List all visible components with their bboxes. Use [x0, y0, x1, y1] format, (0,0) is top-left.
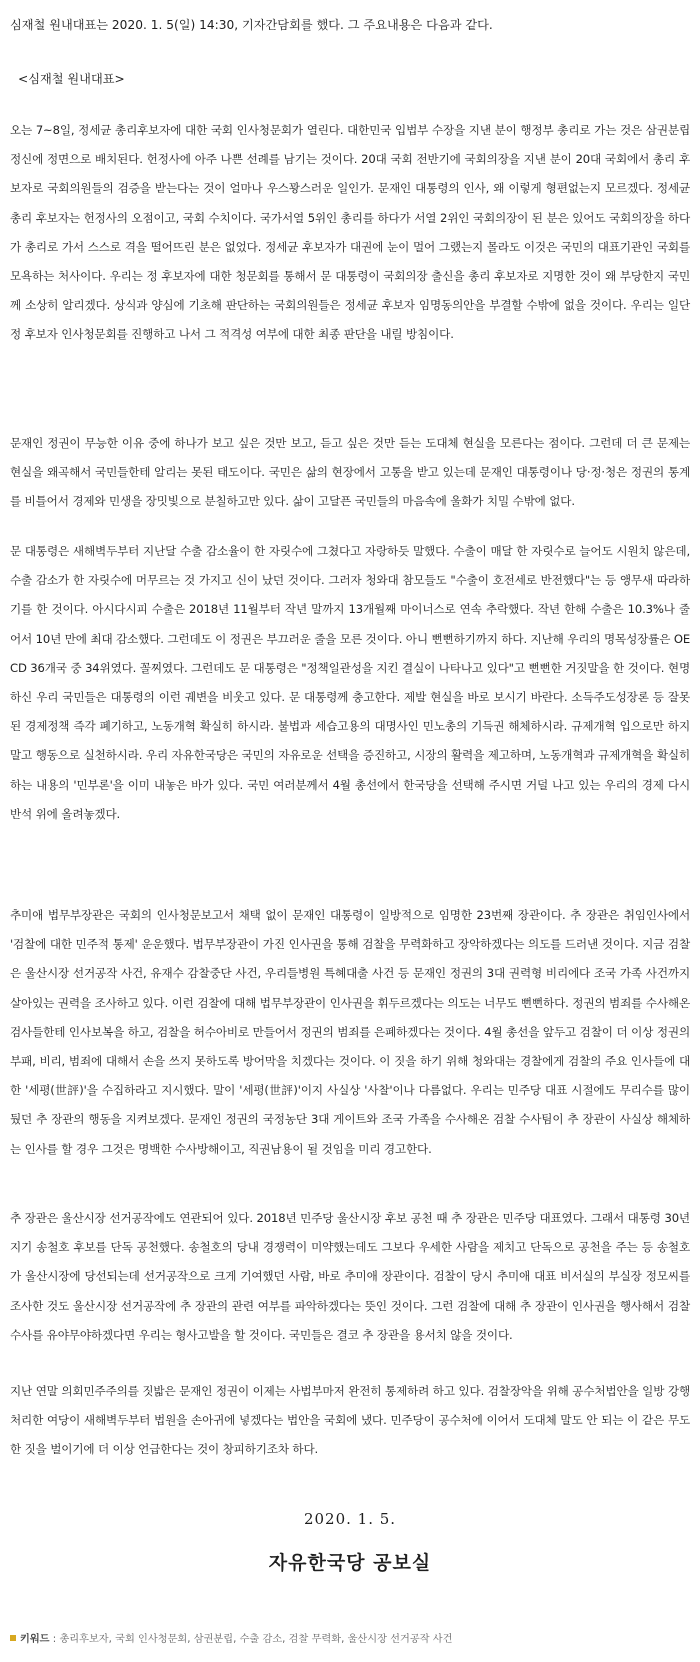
bullet-square-icon [10, 1635, 16, 1641]
keywords-line [10, 1630, 690, 1645]
paragraph-6: 지난 연말 의회민주주의를 짓밟은 문재인 정권이 이제는 사법부마저 완전히 통제하려 하고 있다. 검찰장악을 위해 공수처법안을 일방 강행처리한 여당이 새해벽두부터 법원을 손아귀에 넣겠다는 법안을 국회에 냈다. 민주당이 공수처에 이어서 도대체 말도 안 되는 이 같은 무도한 짓을 벌이기에 더 이상 언급한다는 것이 창피하기조차 하다. [10, 1384, 690, 1457]
keywords-text: : 총리후보자, 국회 인사청문회, 삼권분립, 수출 감소, 검찰 무력화, 울산시장 선거공작 사건 [49, 1634, 453, 1645]
organization-name: 자유한국당 공보실 [268, 1552, 432, 1574]
keywords-label: 키워드 [20, 1634, 50, 1645]
paragraph-3: 문 대통령은 새해벽두부터 지난달 수출 감소율이 한 자릿수에 그쳤다고 자랑하듯 말했다. 수출이 매달 한 자릿수로 늘어도 시원치 않은데, 수출 감소가 한 자릿수에 머무르는 것 가지고 신이 났던 것이다. 그러자 청와대 참모들도 "수출이 호전세로 반전했다"는 등 앵무새 따라하기를 한 것이다. 아시다시피 수출은 2018년 11월부터 작년 말까지 13개월째 마이너스로 연속 추락했다. 작년 한해 수출은 10.3%나 줄어서 10년 만에 최대 감소했다. 그런데도 이 정권은 부끄러운 줄을 모른 것이다. 아니 뻔뻔하기까지 하다. 지난해 우리의 명목성장률은 OECD 36개국 중 34위였다. 꼴찌였다. 그런데도 문 대통령은 "정책일관성을 지킨 결실이 나타나고 있다"고 뻔뻔한 거짓말을 한 것이다. 현명하신 우리 국민들은 대통령의 이런 궤변을 비웃고 있다. 문 대통령께 충고한다. 제발 현실을 바로 보시기 바란다. 소득주도성장론 등 잘못된 경제정책 즉각 폐기하고, 노동개혁 확실히 하시라. 불법과 세습고용의 대명사인 민노총의 기득권 해체하시라. 규제개혁 입으로만 하지 말고 행동으로 실천하시라. 우리 자유한국당은 국민의 자유로운 선택을 증진하고, 시장의 활력을 제고하며, 노동개혁과 규제개혁을 확실히 하는 내용의 '민부론'을 이미 내놓은 바가 있다. 국민 여러분께서 4월 총선에서 한국당을 선택해 주시면 거덜 나고 있는 우리의 경제 다시 반석 위에 올려놓겠다. [10, 544, 690, 821]
speaker-heading: <심재철 원내대표> [18, 72, 125, 86]
intro-line: 심재철 원내대표는 2020. 1. 5(일) 14:30, 기자간담회를 했다. 그 주요내용은 다음과 같다. [10, 18, 493, 32]
paragraph-1: 오는 7~8일, 정세균 총리후보자에 대한 국회 인사청문회가 열린다. 대한민국 입법부 수장을 지낸 분이 행정부 총리로 가는 것은 삼권분립 정신에 정면으로 배치된다. 헌정사에 아주 나쁜 선례를 남기는 것이다. 20대 국회 전반기에 국회의장을 지낸 분이 20대 국회에서 총리 후보자로 국회의원들의 검증을 받는다는 것이 얼마나 우스꽝스러운 일인가. 문재인 대통령의 인사, 왜 이렇게 형편없는지 모르겠다. 정세균 총리 후보자는 헌정사의 오점이고, 국회 수치이다. 국가서열 5위인 총리를 하다가 서열 2위인 국회의장이 된 분은 있어도 국회의장을 하다가 총리로 가서 스스로 격을 떨어뜨린 분은 없었다. 정세균 후보자가 대권에 눈이 멀어 그랬는지 몰라도 이것은 국민의 대표기관인 국회를 모욕하는 처사이다. 우리는 정 후보자에 대한 청문회를 통해서 문 대통령이 국회의장 출신을 총리 후보자로 지명한 것이 왜 부당한지 국민께 소상히 알리겠다. 상식과 양심에 기초해 판단하는 국회의원들은 정세균 후보자 임명동의안을 부결할 수밖에 없을 것이다. 우리는 일단 정 후보자 인사청문회를 진행하고 나서 그 적격성 여부에 대한 최종 판단을 내릴 방침이다. [10, 123, 690, 342]
paragraph-5: 추 장관은 울산시장 선거공작에도 연관되어 있다. 2018년 민주당 울산시장 후보 공천 때 추 장관은 민주당 대표였다. 그래서 대통령 30년 지기 송철호 후보를 단독 공천했다. 송철호의 당내 경쟁력이 미약했는데도 그보다 우세한 사람을 제치고 단독으로 공천을 주는 등 송철호가 울산시장에 당선되는데 선거공작으로 크게 기여했던 사람, 바로 추미애 장관이다. 검찰이 당시 추미애 대표 비서실의 부실장 정모씨를 조사한 것도 울산시장 선거공작에 추 장관의 관련 여부를 파악하겠다는 뜻인 것이다. 그런 검찰에 대해 추 장관이 인사권을 행사해서 검찰 수사를 유야무야하겠다면 우리는 형사고발을 할 것이다. 국민들은 결코 추 장관을 용서치 않을 것이다. [10, 1211, 690, 1342]
paragraph-2: 문재인 정권이 무능한 이유 중에 하나가 보고 싶은 것만 보고, 듣고 싶은 것만 듣는 도대체 현실을 모른다는 점이다. 그런데 더 큰 문제는 현실을 왜곡해서 국민들한테 알리는 못된 태도이다. 국민은 삶의 현장에서 고통을 받고 있는데 문재인 대통령이나 당·정·청은 정권의 통계를 비틀어서 경제와 민생을 장밋빛으로 분칠하고만 있다. 삶이 고달픈 국민들의 마음속에 울화가 치밀 수밖에 없다. [10, 436, 690, 509]
release-date: 2020. 1. 5. [303, 1510, 397, 1528]
paragraph-4: 추미애 법무부장관은 국회의 인사청문보고서 채택 없이 문재인 대통령이 일방적으로 임명한 23번째 장관이다. 추 장관은 취임인사에서 '검찰에 대한 민주적 통제' 운운했다. 법무부장관이 가진 인사권을 통해 검찰을 무력화하고 장악하겠다는 의도를 드러낸 것이다. 지금 검찰은 울산시장 선거공작 사건, 유재수 감찰중단 사건, 우리들병원 특혜대출 사건 등 문재인 정권의 3대 권력형 비리에다 조국 가족 사건까지 살아있는 권력을 조사하고 있다. 이런 검찰에 대해 법무부장관이 인사권을 휘두르겠다는 의도는 너무도 뻔뻔하다. 정권의 범죄를 수사해온 검사들한테 인사보복을 하고, 검찰을 허수아비로 만들어서 정권의 범죄를 은폐하겠다는 것이다. 4월 총선을 앞두고 검찰이 더 이상 정권의 부패, 비리, 범죄에 대해서 손을 쓰지 못하도록 방어막을 치겠다는 것이다. 이 짓을 하기 위해 청와대는 경찰에게 검찰의 주요 인사들에 대한 '세평(世評)'을 수집하라고 지시했다. 말이 '세평(世評)'이지 사실상 '사찰'이나 다름없다. 우리는 민주당 대표 시절에도 무리수를 많이 뒀던 추 장관의 행동을 지켜보겠다. 문재인 정권의 국정농단 3대 게이트와 조국 가족을 수사해온 검찰 수사팀이 추 장관이 사실상 해체하는 인사를 할 경우 그것은 명백한 수사방해이고, 직권남용이 될 것임을 미리 경고한다. [10, 908, 690, 1156]
